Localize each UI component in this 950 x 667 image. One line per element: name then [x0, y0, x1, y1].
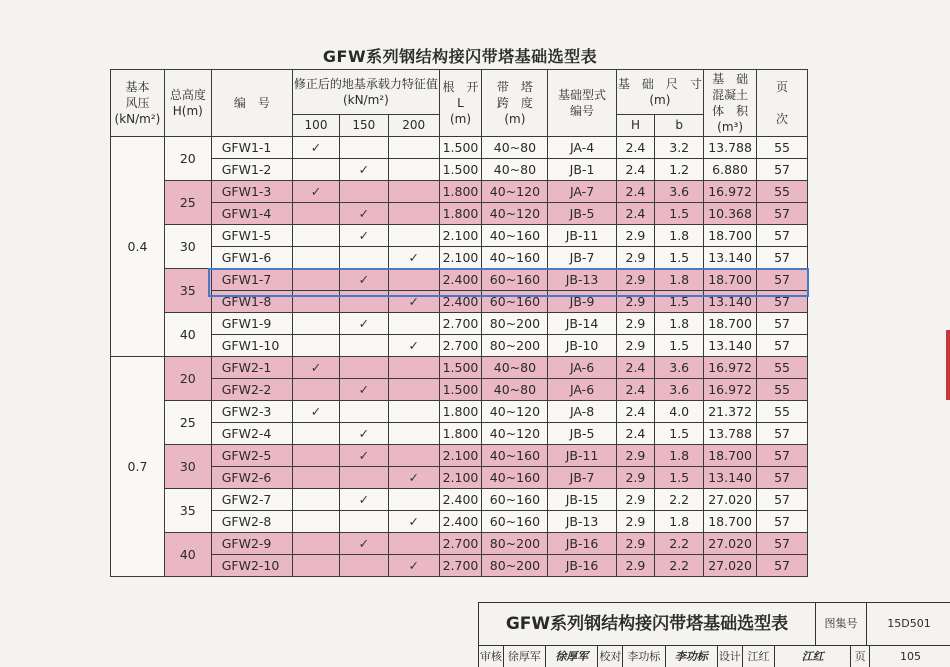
- bearing-100-cell: [293, 445, 340, 467]
- page-cell: 57: [757, 489, 808, 511]
- tower-span-cell: 60~160: [482, 291, 548, 313]
- check-mark-icon: ✓: [339, 225, 388, 247]
- size-h-cell: 2.9: [616, 533, 655, 555]
- bearing-200-cell: [388, 401, 439, 423]
- bearing-100-cell: [293, 467, 340, 489]
- atlas-number: 15D501: [867, 603, 950, 646]
- foundation-type-cell: JA-7: [548, 181, 616, 203]
- bearing-200-cell: [388, 533, 439, 555]
- check-mark-icon: ✓: [339, 159, 388, 181]
- size-h-cell: 2.9: [616, 445, 655, 467]
- header-foundation-size: 基 础 尺 寸 (m): [616, 70, 704, 115]
- tower-span-cell: 40~160: [482, 445, 548, 467]
- size-b-cell: 1.5: [655, 423, 704, 445]
- total-height-cell: 40: [164, 533, 211, 577]
- size-b-cell: 3.2: [655, 137, 704, 159]
- check-mark-icon: ✓: [388, 247, 439, 269]
- tower-span-cell: 40~80: [482, 379, 548, 401]
- check-mark-icon: ✓: [293, 181, 340, 203]
- header-size-b: b: [655, 115, 704, 137]
- root-spacing-cell: 2.100: [439, 247, 482, 269]
- check-mark-icon: ✓: [339, 533, 388, 555]
- bearing-100-cell: [293, 159, 340, 181]
- tower-span-cell: 60~160: [482, 269, 548, 291]
- page-cell: 55: [757, 379, 808, 401]
- page-cell: 57: [757, 313, 808, 335]
- bearing-150-cell: [339, 291, 388, 313]
- bearing-150-cell: [339, 357, 388, 379]
- size-b-cell: 2.2: [655, 555, 704, 577]
- proofreader-name: 李功标: [623, 646, 665, 667]
- tower-span-cell: 60~160: [482, 511, 548, 533]
- bearing-100-cell: [293, 247, 340, 269]
- table-row: [111, 533, 808, 555]
- concrete-volume-cell: 18.700: [704, 269, 757, 291]
- check-mark-icon: ✓: [339, 489, 388, 511]
- bearing-200-cell: [388, 269, 439, 291]
- page-cell: 57: [757, 467, 808, 489]
- page-cell: 57: [757, 291, 808, 313]
- bearing-150-cell: [339, 401, 388, 423]
- code-cell: GFW1-10: [211, 335, 292, 357]
- root-spacing-cell: 2.400: [439, 269, 482, 291]
- code-cell: GFW1-8: [211, 291, 292, 313]
- size-h-cell: 2.4: [616, 181, 655, 203]
- check-mark-icon: ✓: [339, 203, 388, 225]
- tower-span-cell: 40~80: [482, 137, 548, 159]
- concrete-volume-cell: 18.700: [704, 225, 757, 247]
- foundation-type-cell: JB-1: [548, 159, 616, 181]
- bearing-200-cell: [388, 181, 439, 203]
- size-h-cell: 2.9: [616, 291, 655, 313]
- page-cell: 55: [757, 181, 808, 203]
- size-b-cell: 1.2: [655, 159, 704, 181]
- foundation-type-cell: JB-10: [548, 335, 616, 357]
- tower-span-cell: 80~200: [482, 533, 548, 555]
- bearing-150-cell: [339, 247, 388, 269]
- bearing-100-cell: [293, 533, 340, 555]
- concrete-volume-cell: 18.700: [704, 313, 757, 335]
- foundation-type-cell: JA-6: [548, 357, 616, 379]
- size-b-cell: 4.0: [655, 401, 704, 423]
- root-spacing-cell: 2.100: [439, 467, 482, 489]
- bearing-200-cell: [388, 137, 439, 159]
- page-label: 页: [851, 646, 870, 667]
- check-mark-icon: ✓: [339, 445, 388, 467]
- header-bc-150: 150: [339, 115, 388, 137]
- code-cell: GFW2-4: [211, 423, 292, 445]
- foundation-type-cell: JA-6: [548, 379, 616, 401]
- root-spacing-cell: 1.500: [439, 357, 482, 379]
- binder-edge-mark: [946, 330, 950, 400]
- root-spacing-cell: 2.400: [439, 489, 482, 511]
- size-b-cell: 2.2: [655, 489, 704, 511]
- page-cell: 57: [757, 445, 808, 467]
- root-spacing-cell: 2.700: [439, 555, 482, 577]
- tower-span-cell: 40~80: [482, 357, 548, 379]
- size-b-cell: 1.8: [655, 511, 704, 533]
- foundation-type-cell: JB-13: [548, 269, 616, 291]
- bearing-200-cell: [388, 423, 439, 445]
- foundation-selection-table: [110, 69, 808, 577]
- root-spacing-cell: 1.800: [439, 181, 482, 203]
- total-height-cell: 35: [164, 489, 211, 533]
- total-height-cell: 30: [164, 445, 211, 489]
- page-cell: 57: [757, 555, 808, 577]
- size-b-cell: 1.5: [655, 247, 704, 269]
- size-h-cell: 2.9: [616, 225, 655, 247]
- check-mark-icon: ✓: [293, 401, 340, 423]
- root-spacing-cell: 1.800: [439, 401, 482, 423]
- check-mark-icon: ✓: [339, 423, 388, 445]
- bearing-150-cell: [339, 181, 388, 203]
- reviewer-name: 徐厚军: [504, 646, 546, 667]
- check-mark-icon: ✓: [339, 313, 388, 335]
- foundation-type-cell: JB-5: [548, 203, 616, 225]
- concrete-volume-cell: 16.972: [704, 357, 757, 379]
- header-total-height: 总高度 H(m): [164, 70, 211, 137]
- check-mark-icon: ✓: [388, 555, 439, 577]
- header-bc-100: 100: [293, 115, 340, 137]
- table-row: [111, 379, 808, 401]
- code-cell: GFW1-4: [211, 203, 292, 225]
- root-spacing-cell: 1.500: [439, 137, 482, 159]
- header-size-h: H: [616, 115, 655, 137]
- total-height-cell: 40: [164, 313, 211, 357]
- bearing-200-cell: [388, 489, 439, 511]
- size-b-cell: 3.6: [655, 357, 704, 379]
- bearing-150-cell: [339, 511, 388, 533]
- table-row: [111, 313, 808, 335]
- foundation-type-cell: JA-4: [548, 137, 616, 159]
- code-cell: GFW1-3: [211, 181, 292, 203]
- designer-signature: 江红: [775, 646, 851, 667]
- concrete-volume-cell: 13.788: [704, 423, 757, 445]
- bearing-100-cell: [293, 203, 340, 225]
- tower-span-cell: 40~160: [482, 467, 548, 489]
- bearing-100-cell: [293, 555, 340, 577]
- size-h-cell: 2.4: [616, 401, 655, 423]
- table-row: [111, 555, 808, 577]
- size-b-cell: 3.6: [655, 379, 704, 401]
- tower-span-cell: 80~200: [482, 335, 548, 357]
- root-spacing-cell: 2.400: [439, 291, 482, 313]
- page-title: GFW系列钢结构接闪带塔基础选型表: [322, 47, 598, 66]
- page-cell: 57: [757, 269, 808, 291]
- foundation-type-cell: JB-13: [548, 511, 616, 533]
- header-bc-200: 200: [388, 115, 439, 137]
- concrete-volume-cell: 16.972: [704, 379, 757, 401]
- bearing-150-cell: [339, 555, 388, 577]
- concrete-volume-cell: 27.020: [704, 489, 757, 511]
- page-cell: 57: [757, 159, 808, 181]
- total-height-cell: 25: [164, 181, 211, 225]
- concrete-volume-cell: 27.020: [704, 533, 757, 555]
- foundation-type-cell: JB-5: [548, 423, 616, 445]
- design-label: 设计: [718, 646, 743, 667]
- page-cell: 55: [757, 137, 808, 159]
- size-b-cell: 3.6: [655, 181, 704, 203]
- total-height-cell: 25: [164, 401, 211, 445]
- header-concrete-volume: 基 础 混凝土 体 积 (m³): [704, 70, 757, 137]
- bearing-100-cell: [293, 269, 340, 291]
- table-body: [111, 137, 808, 577]
- bearing-100-cell: [293, 335, 340, 357]
- code-cell: GFW1-9: [211, 313, 292, 335]
- tower-span-cell: 40~160: [482, 225, 548, 247]
- proofreader-signature: 李功标: [666, 646, 718, 667]
- root-spacing-cell: 1.800: [439, 203, 482, 225]
- tower-span-cell: 40~120: [482, 401, 548, 423]
- bearing-100-cell: [293, 423, 340, 445]
- size-b-cell: 1.8: [655, 269, 704, 291]
- table-row: [111, 357, 808, 379]
- tower-span-cell: 80~200: [482, 313, 548, 335]
- bearing-200-cell: [388, 203, 439, 225]
- header-root-spacing: 根 开 L (m): [439, 70, 482, 137]
- table-row: [111, 269, 808, 291]
- tower-span-cell: 40~80: [482, 159, 548, 181]
- page-cell: 57: [757, 511, 808, 533]
- page-cell: 55: [757, 401, 808, 423]
- code-cell: GFW1-2: [211, 159, 292, 181]
- bearing-200-cell: [388, 379, 439, 401]
- code-cell: GFW2-7: [211, 489, 292, 511]
- header-code: 编 号: [211, 70, 292, 137]
- size-b-cell: 1.5: [655, 203, 704, 225]
- code-cell: GFW2-5: [211, 445, 292, 467]
- code-cell: GFW2-6: [211, 467, 292, 489]
- size-b-cell: 1.8: [655, 225, 704, 247]
- table-row: [111, 159, 808, 181]
- page-cell: 57: [757, 423, 808, 445]
- concrete-volume-cell: 18.700: [704, 511, 757, 533]
- table-row: [111, 511, 808, 533]
- table-row: [111, 335, 808, 357]
- check-mark-icon: ✓: [388, 291, 439, 313]
- concrete-volume-cell: 18.700: [704, 445, 757, 467]
- foundation-type-cell: JB-7: [548, 247, 616, 269]
- tower-span-cell: 60~160: [482, 489, 548, 511]
- concrete-volume-cell: 10.368: [704, 203, 757, 225]
- table-row: [111, 401, 808, 423]
- size-h-cell: 2.9: [616, 511, 655, 533]
- title-block: [478, 602, 950, 667]
- size-h-cell: 2.9: [616, 247, 655, 269]
- tower-span-cell: 80~200: [482, 555, 548, 577]
- table-row: [111, 181, 808, 203]
- concrete-volume-cell: 13.140: [704, 291, 757, 313]
- page-number: 105: [900, 650, 922, 663]
- size-b-cell: 1.5: [655, 335, 704, 357]
- proofread-label: 校对: [598, 646, 623, 667]
- bearing-100-cell: [293, 291, 340, 313]
- root-spacing-cell: 2.100: [439, 445, 482, 467]
- bearing-100-cell: [293, 379, 340, 401]
- page-cell: 57: [757, 533, 808, 555]
- tower-span-cell: 40~120: [482, 203, 548, 225]
- tower-span-cell: 40~120: [482, 423, 548, 445]
- size-h-cell: 2.4: [616, 357, 655, 379]
- code-cell: GFW2-9: [211, 533, 292, 555]
- table-row: [111, 445, 808, 467]
- size-h-cell: 2.4: [616, 423, 655, 445]
- bearing-100-cell: [293, 489, 340, 511]
- concrete-volume-cell: 16.972: [704, 181, 757, 203]
- concrete-volume-cell: 21.372: [704, 401, 757, 423]
- bearing-100-cell: [293, 511, 340, 533]
- tower-span-cell: 40~120: [482, 181, 548, 203]
- page-cell: 57: [757, 247, 808, 269]
- code-cell: GFW1-6: [211, 247, 292, 269]
- code-cell: GFW2-1: [211, 357, 292, 379]
- header-wind-pressure: 基本 风压 (kN/m²): [111, 70, 165, 137]
- bearing-100-cell: [293, 313, 340, 335]
- root-spacing-cell: 2.700: [439, 313, 482, 335]
- table-row: [111, 467, 808, 489]
- table-row: [111, 247, 808, 269]
- table-row: [111, 489, 808, 511]
- table-row: [111, 225, 808, 247]
- size-b-cell: 1.8: [655, 313, 704, 335]
- size-h-cell: 2.4: [616, 379, 655, 401]
- size-h-cell: 2.9: [616, 269, 655, 291]
- total-height-cell: 20: [164, 137, 211, 181]
- size-h-cell: 2.9: [616, 489, 655, 511]
- bearing-200-cell: [388, 225, 439, 247]
- size-b-cell: 1.5: [655, 467, 704, 489]
- table-row: [111, 203, 808, 225]
- wind-pressure-cell: 0.4: [111, 137, 165, 357]
- bearing-200-cell: [388, 357, 439, 379]
- bearing-200-cell: [388, 159, 439, 181]
- page-cell: 57: [757, 335, 808, 357]
- check-mark-icon: ✓: [388, 511, 439, 533]
- header-foundation-type: 基础型式 编号: [548, 70, 616, 137]
- concrete-volume-cell: 27.020: [704, 555, 757, 577]
- signature-row: [479, 646, 950, 667]
- size-h-cell: 2.9: [616, 313, 655, 335]
- root-spacing-cell: 2.400: [439, 511, 482, 533]
- header-page: 页 次: [757, 70, 808, 137]
- size-h-cell: 2.9: [616, 555, 655, 577]
- foundation-type-cell: JB-7: [548, 467, 616, 489]
- table-row: [111, 423, 808, 445]
- code-cell: GFW1-7: [211, 269, 292, 291]
- table-row: [111, 137, 808, 159]
- concrete-volume-cell: 6.880: [704, 159, 757, 181]
- check-mark-icon: ✓: [293, 137, 340, 159]
- check-mark-icon: ✓: [388, 467, 439, 489]
- size-b-cell: 1.8: [655, 445, 704, 467]
- bearing-150-cell: [339, 335, 388, 357]
- wind-pressure-cell: 0.7: [111, 357, 165, 577]
- foundation-type-cell: JB-14: [548, 313, 616, 335]
- header-tower-span: 带 塔 跨 度 (m): [482, 70, 548, 137]
- size-b-cell: 1.5: [655, 291, 704, 313]
- foundation-type-cell: JB-11: [548, 445, 616, 467]
- size-b-cell: 2.2: [655, 533, 704, 555]
- page-cell: 57: [757, 203, 808, 225]
- designer-name: 江红: [743, 646, 776, 667]
- code-cell: GFW1-1: [211, 137, 292, 159]
- concrete-volume-cell: 13.140: [704, 247, 757, 269]
- code-cell: GFW1-5: [211, 225, 292, 247]
- root-spacing-cell: 2.700: [439, 533, 482, 555]
- title-block-title: GFW系列钢结构接闪带塔基础选型表: [479, 603, 816, 646]
- table-row: [111, 291, 808, 313]
- check-mark-icon: ✓: [293, 357, 340, 379]
- check-mark-icon: ✓: [339, 269, 388, 291]
- concrete-volume-cell: 13.140: [704, 335, 757, 357]
- concrete-volume-cell: 13.140: [704, 467, 757, 489]
- atlas-number-label: 图集号: [816, 603, 867, 646]
- code-cell: GFW2-10: [211, 555, 292, 577]
- root-spacing-cell: 1.500: [439, 379, 482, 401]
- foundation-type-cell: JB-9: [548, 291, 616, 313]
- size-h-cell: 2.4: [616, 203, 655, 225]
- tower-span-cell: 40~160: [482, 247, 548, 269]
- page-cell: 57: [757, 225, 808, 247]
- header-bearing-capacity: 修正后的地基承载力特征值 (kN/m²): [293, 70, 440, 115]
- check-mark-icon: ✓: [388, 335, 439, 357]
- bearing-200-cell: [388, 445, 439, 467]
- code-cell: GFW2-8: [211, 511, 292, 533]
- size-h-cell: 2.9: [616, 335, 655, 357]
- foundation-type-cell: JB-11: [548, 225, 616, 247]
- bearing-100-cell: [293, 225, 340, 247]
- root-spacing-cell: 2.700: [439, 335, 482, 357]
- root-spacing-cell: 1.800: [439, 423, 482, 445]
- bearing-150-cell: [339, 467, 388, 489]
- check-mark-icon: ✓: [339, 379, 388, 401]
- size-h-cell: 2.4: [616, 137, 655, 159]
- total-height-cell: 30: [164, 225, 211, 269]
- root-spacing-cell: 1.500: [439, 159, 482, 181]
- total-height-cell: 20: [164, 357, 211, 401]
- code-cell: GFW2-2: [211, 379, 292, 401]
- size-h-cell: 2.4: [616, 159, 655, 181]
- foundation-type-cell: JB-16: [548, 555, 616, 577]
- foundation-type-cell: JA-8: [548, 401, 616, 423]
- bearing-150-cell: [339, 137, 388, 159]
- concrete-volume-cell: 13.788: [704, 137, 757, 159]
- foundation-type-cell: JB-15: [548, 489, 616, 511]
- page-cell: 55: [757, 357, 808, 379]
- size-h-cell: 2.9: [616, 467, 655, 489]
- foundation-type-cell: JB-16: [548, 533, 616, 555]
- reviewer-signature: 徐厚军: [546, 646, 598, 667]
- total-height-cell: 35: [164, 269, 211, 313]
- bearing-200-cell: [388, 313, 439, 335]
- code-cell: GFW2-3: [211, 401, 292, 423]
- review-label: 审核: [479, 646, 504, 667]
- root-spacing-cell: 2.100: [439, 225, 482, 247]
